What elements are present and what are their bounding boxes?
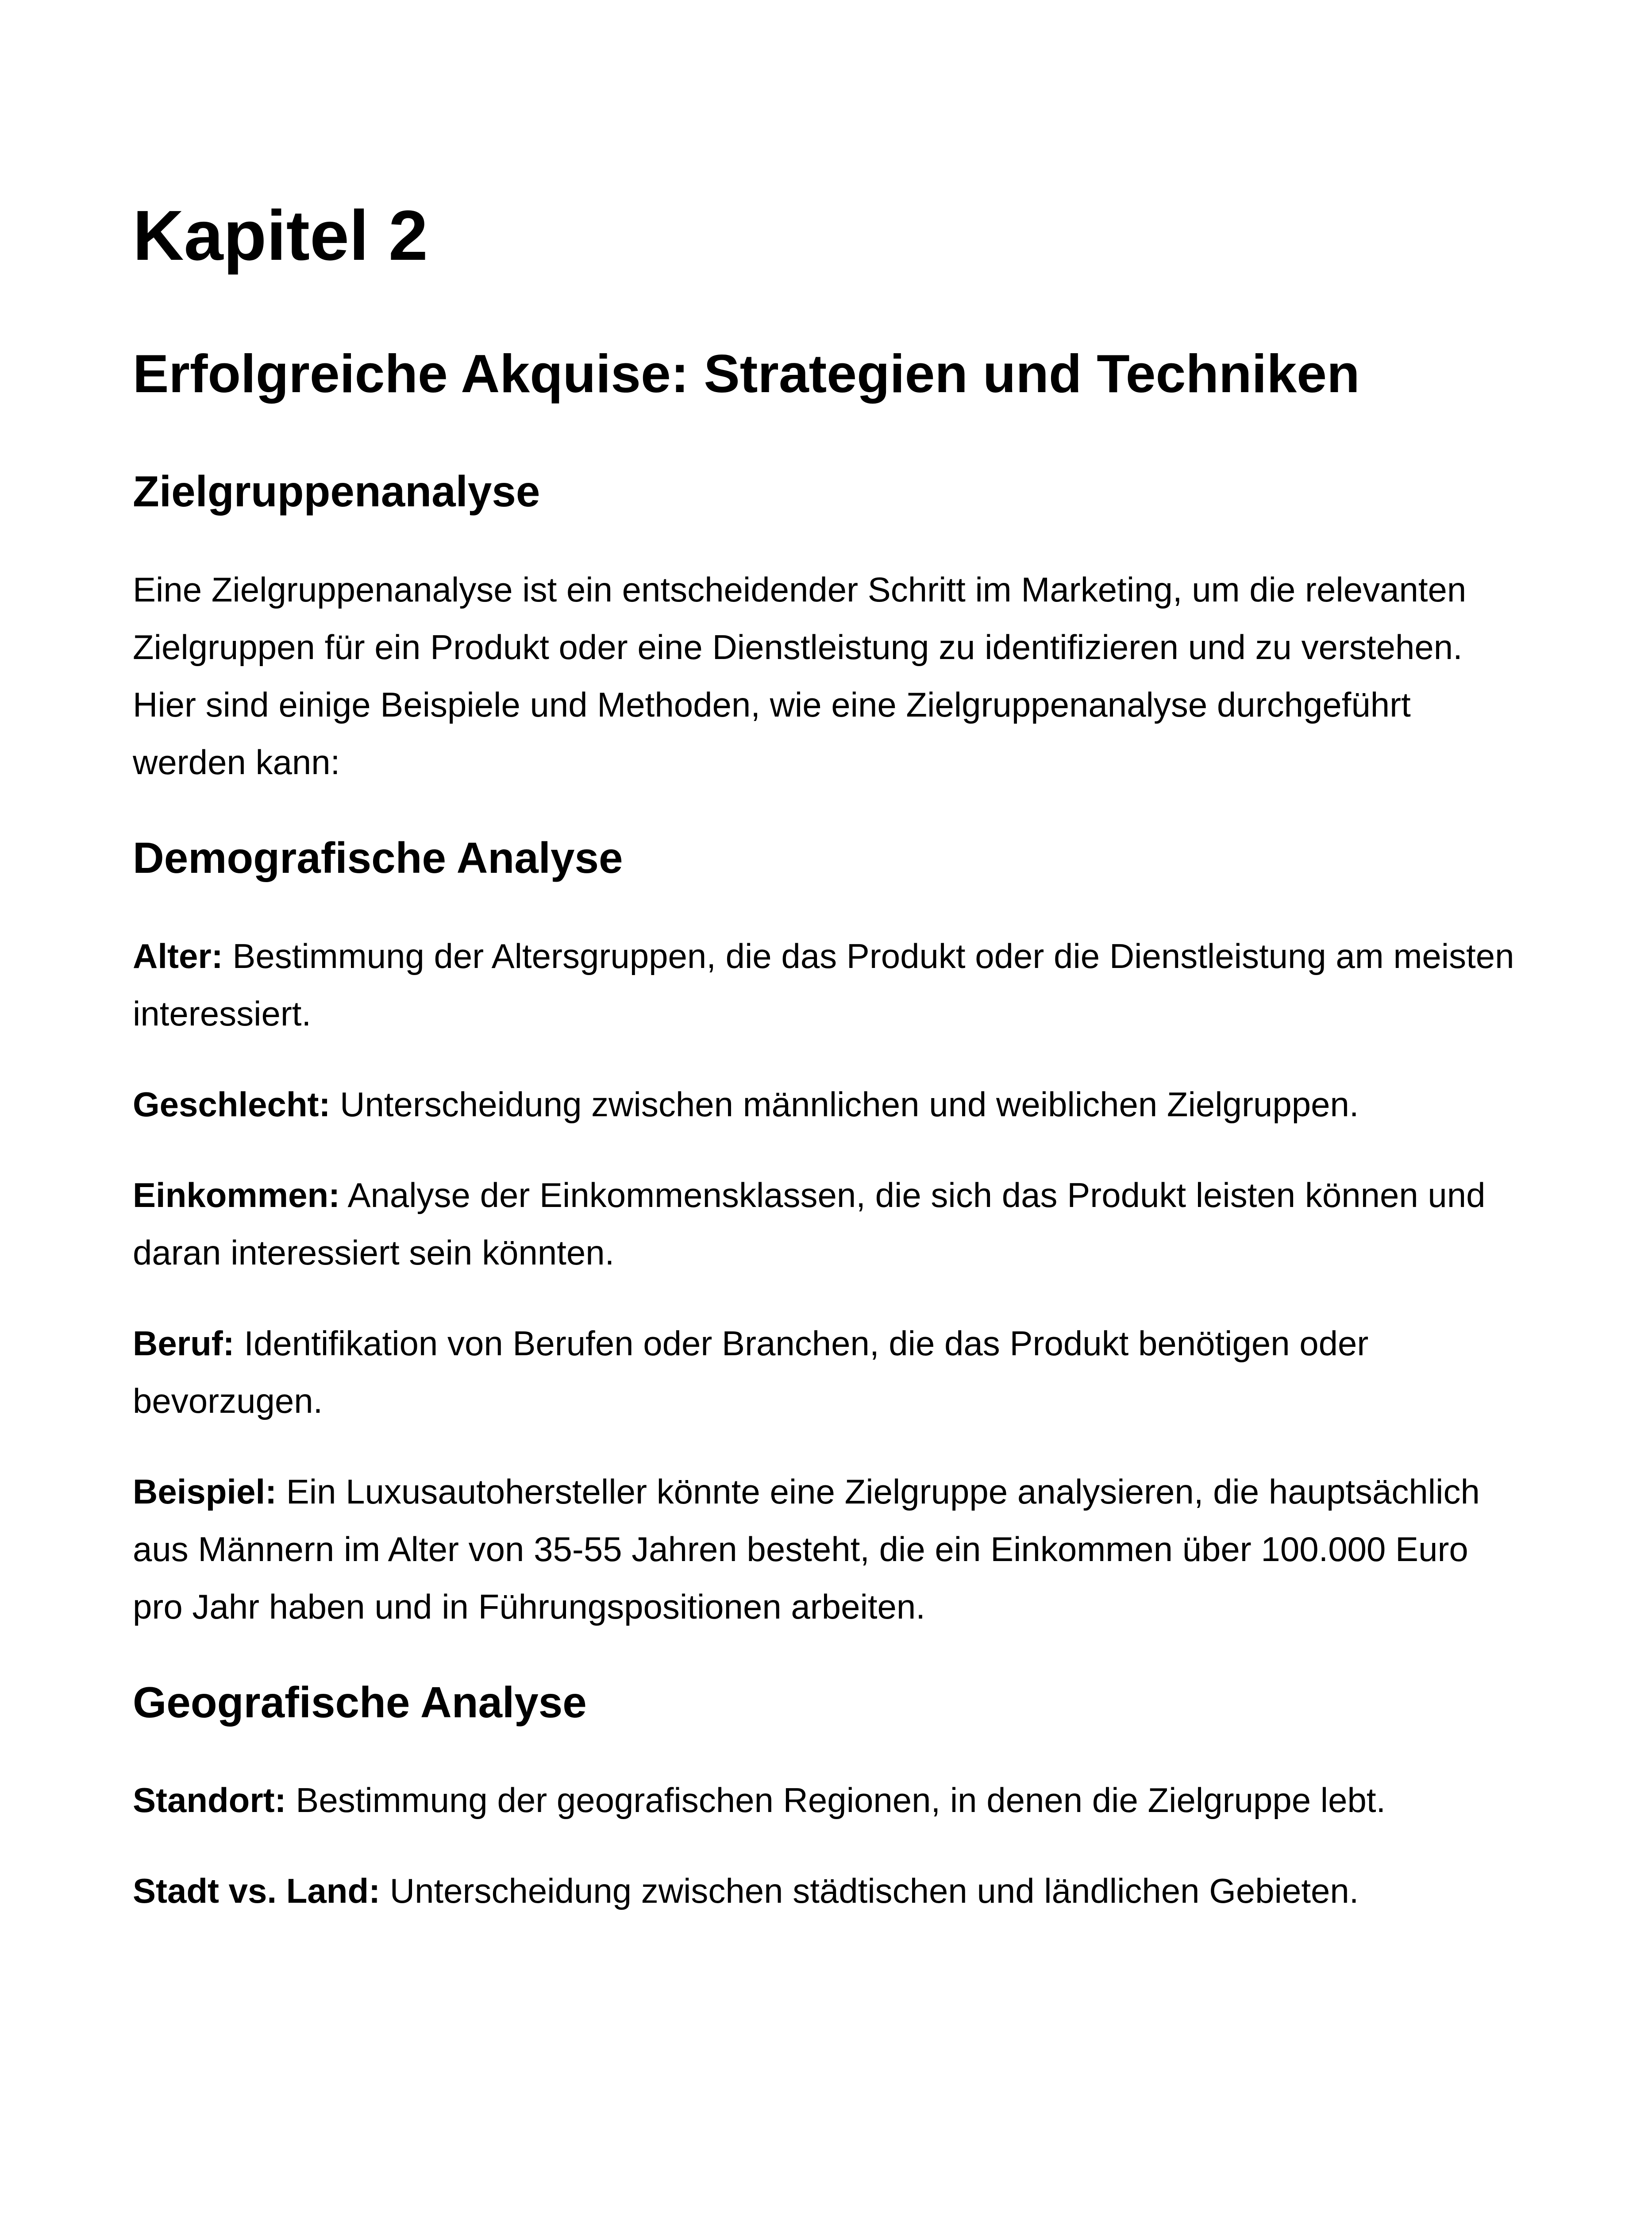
section-heading-geografische-analyse: Geografische Analyse — [133, 1677, 587, 1727]
paragraph-geschlecht — [133, 1076, 1522, 1133]
term-text: Analyse der Einkommensklassen, die sich das Produkt leisten können und daran interessiert sein könnten. — [133, 1175, 1486, 1272]
chapter-title: Kapitel 2 — [133, 196, 428, 275]
term-text: Identifikation von Berufen oder Branchen, die das Produkt benötigen oder bevorzugen. — [133, 1323, 1369, 1420]
section-heading-demografische-analyse: Demografische Analyse — [133, 833, 623, 882]
term-label: Stadt vs. Land: — [133, 1871, 381, 1911]
term-label: Beispiel: — [133, 1472, 277, 1511]
term-text: Unterscheidung zwischen städtischen und ländlichen Gebieten. — [380, 1871, 1359, 1911]
term-label: Beruf: — [133, 1323, 235, 1363]
paragraph-beruf — [133, 1315, 1522, 1430]
term-text: Ein Luxusautohersteller könnte eine Zielgruppe analysieren, die hauptsächlich aus Männern im Alter von 35-55 Jahren besteht, die ein Einkommen über 100.000 Euro pro Jahr haben und in Führungspositionen arbeiten. — [133, 1472, 1480, 1626]
term-label: Alter: — [133, 936, 223, 975]
paragraph-standort — [133, 1771, 1522, 1829]
term-text: Bestimmung der geografischen Regionen, in denen die Zielgruppe lebt. — [286, 1781, 1386, 1820]
paragraph-einkommen — [133, 1166, 1522, 1281]
term-text: Bestimmung der Altersgruppen, die das Produkt oder die Dienstleistung am meisten interessiert. — [133, 936, 1514, 1033]
section-heading-zielgruppenanalyse: Zielgruppenanalyse — [133, 467, 540, 516]
term-text: Unterscheidung zwischen männlichen und weiblichen Zielgruppen. — [330, 1084, 1359, 1124]
term-label: Standort: — [133, 1781, 286, 1820]
paragraph-beispiel — [133, 1463, 1522, 1635]
paragraph-alter — [133, 927, 1522, 1042]
document-page — [133, 195, 1522, 1953]
term-label: Einkommen: — [133, 1175, 340, 1214]
page-title: Erfolgreiche Akquise: Strategien und Techniken — [133, 343, 1360, 404]
paragraph-stadt-vs-land — [133, 1862, 1522, 1920]
intro-paragraph: Eine Zielgruppenanalyse ist ein entscheidender Schritt im Marketing, um die relevanten Zielgruppen für ein Produkt oder eine Dienstleistung zu identifizieren und zu verstehen. Hier sind einige Beispiele und Methoden, wie eine Zielgruppenanalyse durchgeführt werden kann: — [133, 570, 1467, 782]
term-label: Geschlecht: — [133, 1084, 331, 1124]
